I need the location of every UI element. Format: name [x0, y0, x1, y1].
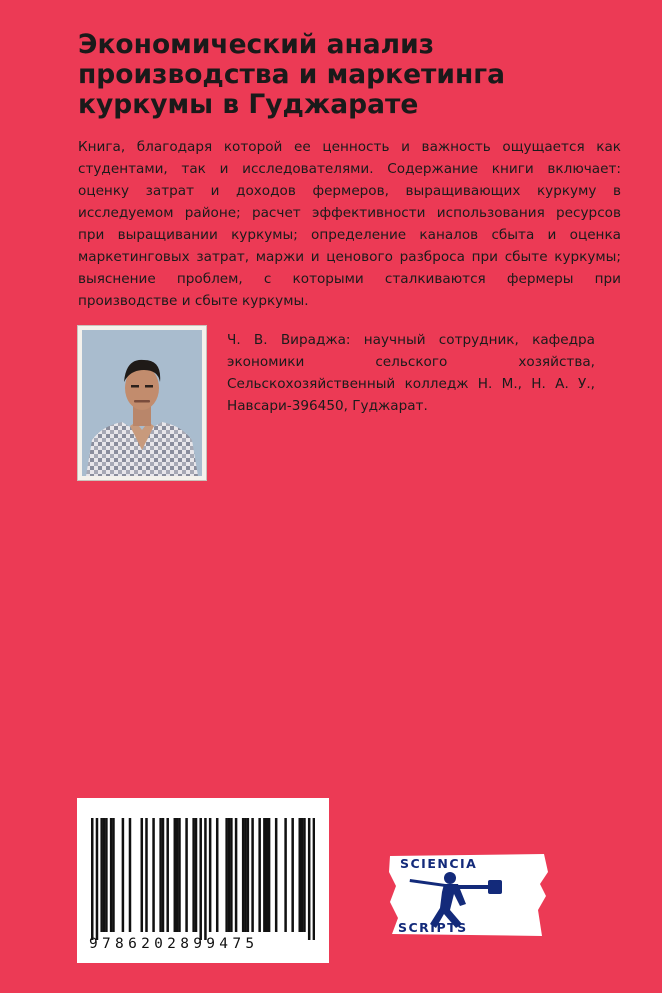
author-photo: [78, 326, 206, 480]
barcode-bar: [122, 818, 125, 932]
barcode-bar: [265, 818, 268, 932]
barcode-bar: [141, 818, 144, 932]
barcode-bar: [301, 818, 304, 932]
barcode-bar: [152, 818, 155, 932]
author-line: Ч. В. Вираджа: научный сотрудник, кафедра: [227, 332, 595, 348]
barcode-bar: [258, 818, 261, 932]
title-line: куркумы в Гуджарате: [78, 89, 419, 120]
barcode-bar: [216, 818, 219, 932]
barcode-bar: [247, 818, 250, 932]
description-line: маркетинговых затрат, маржи и ценового разброса при сбыте куркумы;: [78, 249, 621, 265]
barcode-bar: [230, 818, 233, 932]
description-line: Книга, благодаря которой ее ценность и важность ощущается как: [78, 139, 621, 155]
barcode-bar: [105, 818, 108, 932]
barcode-bar: [91, 818, 94, 940]
barcode-bar: [145, 818, 148, 932]
book-description: [78, 136, 621, 312]
barcode-digits: 9786202899475: [89, 936, 259, 952]
author-line: Сельскохозяйственный колледж Н. М., Н. А. У.,: [227, 376, 595, 392]
barcode-bar: [209, 818, 212, 932]
barcode-bar: [275, 818, 278, 932]
barcode-bar: [298, 818, 301, 932]
barcode-bar: [100, 818, 103, 932]
barcode-bar: [268, 818, 271, 932]
barcode-bar: [174, 818, 177, 932]
description-line: выяснение проблем, с которыми сталкиваются фермеры при: [78, 271, 621, 287]
barcode-bar: [244, 818, 247, 932]
description-line: при выращивании куркумы; определение каналов сбыта и оценка: [78, 227, 621, 243]
author-portrait-image: [82, 330, 202, 476]
barcode-bar: [204, 818, 207, 940]
barcode-bars: [91, 818, 315, 940]
logo-text-bottom: SCRIPTS: [398, 920, 468, 935]
title-line: производства и маркетинга: [78, 59, 506, 90]
logo-text-top: SCIENCIA: [400, 856, 478, 871]
barcode-bar: [192, 818, 195, 932]
barcode-bar: [176, 818, 179, 932]
barcode-bar: [185, 818, 188, 932]
description-line: производстве и сбыте куркумы.: [78, 293, 309, 309]
barcode-bar: [291, 818, 294, 932]
description-line: исследуемом районе; расчет эффективности использования ресурсов: [78, 205, 621, 221]
barcode-bar: [96, 818, 99, 940]
barcode-bar: [162, 818, 165, 932]
author-line: Навсари-396450, Гуджарат.: [227, 398, 428, 414]
book-title: [78, 30, 618, 120]
barcode-bar: [159, 818, 162, 932]
barcode-bar: [110, 818, 113, 932]
barcode-bar: [284, 818, 287, 932]
publisher-logo: [388, 852, 554, 938]
barcode-bar: [178, 818, 181, 932]
barcode-bar: [308, 818, 311, 940]
barcode-bar: [228, 818, 231, 932]
barcode-bar: [195, 818, 198, 932]
barcode-bar: [112, 818, 115, 932]
isbn-barcode: [77, 798, 329, 963]
description-line: студентами, так и исследователями. Содержание книги включает:: [78, 161, 621, 177]
description-line: оценку затрат и доходов фермеров, выращивающих куркуму в: [78, 183, 621, 199]
barcode-bar: [251, 818, 254, 932]
barcode-bar: [129, 818, 132, 932]
barcode-bar: [103, 818, 106, 932]
barcode-bar: [242, 818, 245, 932]
barcode-bar: [313, 818, 315, 940]
barcode-bar: [303, 818, 306, 932]
barcode-bar: [166, 818, 169, 932]
author-bio: [227, 329, 595, 417]
author-line: экономики сельского хозяйства,: [227, 354, 595, 370]
title-line: Экономический анализ: [78, 29, 435, 60]
barcode-bar: [235, 818, 238, 932]
barcode-bar: [199, 818, 202, 940]
barcode-bar: [263, 818, 266, 932]
barcode-bar: [225, 818, 228, 932]
